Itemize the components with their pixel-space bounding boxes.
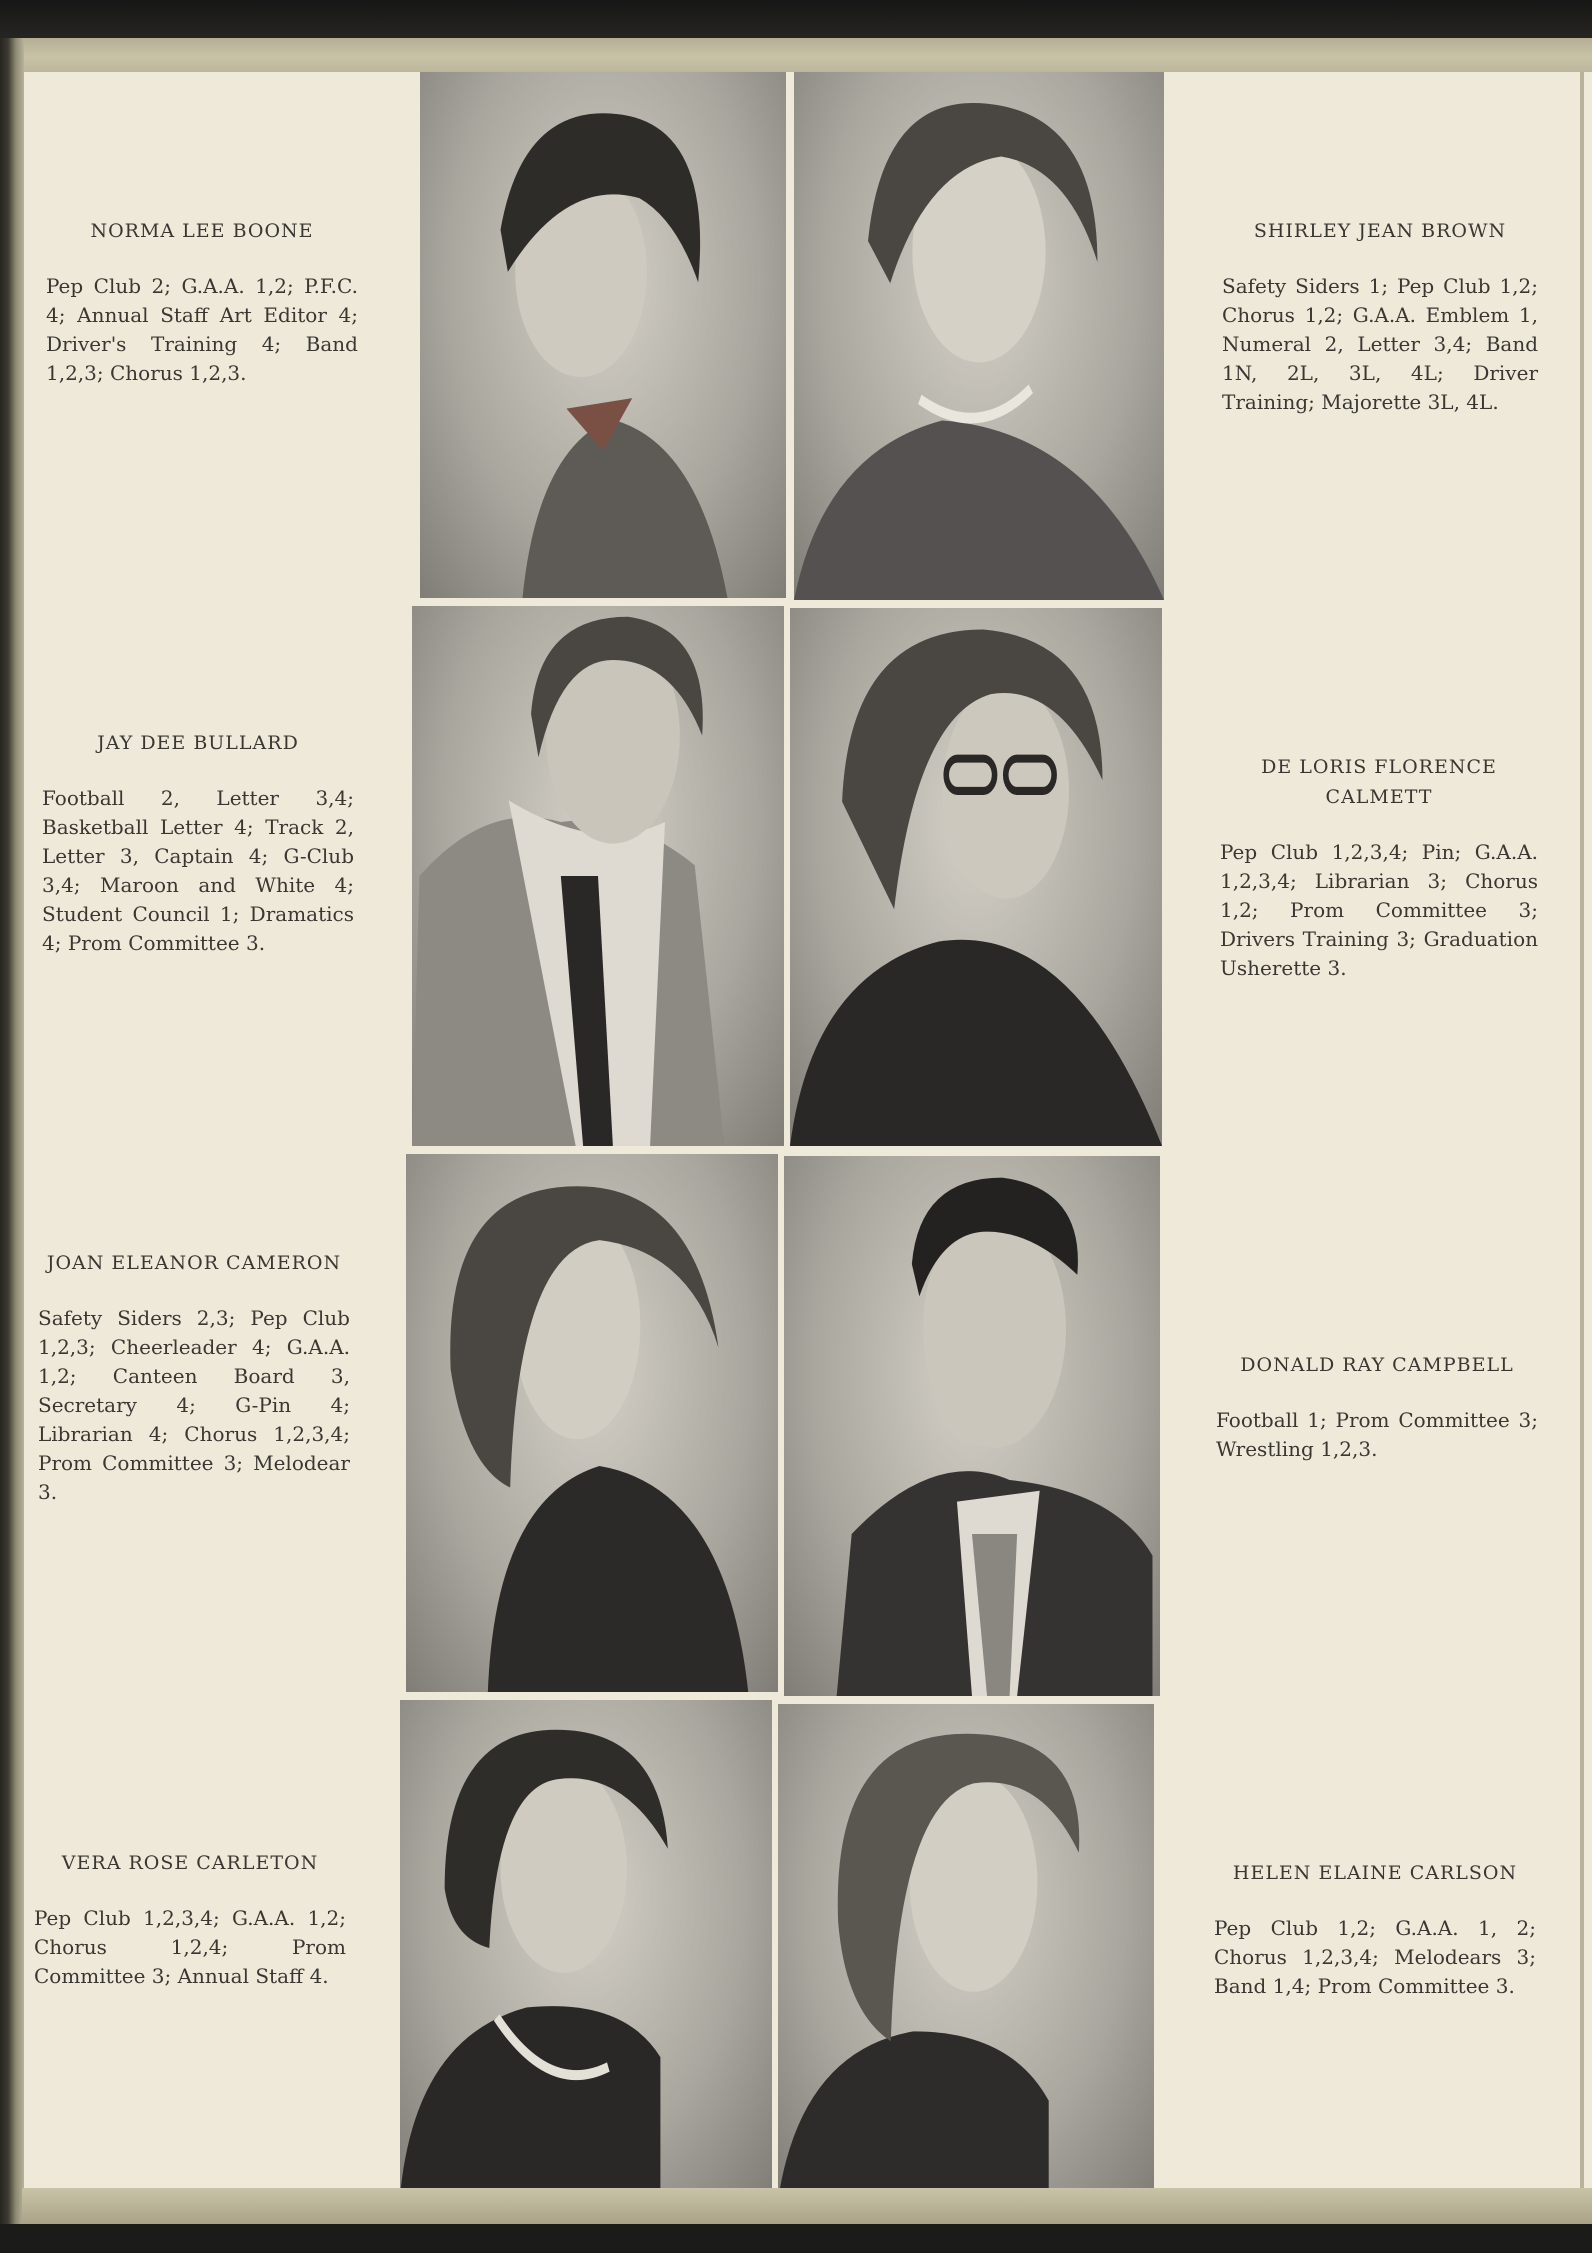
senior-caption-boone: [46, 216, 358, 388]
senior-activities: Pep Club 1,2; G.A.A. 1, 2; Chorus 1,2,3,4; Melodears 3; Band 1,4; Prom Committee 3.: [1214, 1916, 1536, 1998]
senior-activities: Football 2, Letter 3,4; Basketball Letter 4; Track 2, Letter 3, Captain 4; G-Club 3,4; Maroon and White 4; Student Council 1; Dramatics 4; Prom Committee 3.: [42, 786, 354, 955]
page-top-edge: [22, 38, 1592, 72]
senior-caption-cameron: [38, 1248, 350, 1507]
scan-top-border: [0, 0, 1592, 38]
senior-activities: Safety Siders 1; Pep Club 1,2; Chorus 1,2; G.A.A. Emblem 1, Numeral 2, Letter 3,4; Band 1N, 2L, 3L, 4L; Driver Training; Majorette 3L, 4L.: [1222, 274, 1538, 414]
senior-caption-brown: [1222, 216, 1538, 417]
portrait-photo-cameron: [406, 1154, 778, 1692]
senior-name: DE LORIS FLORENCE CALMETT: [1261, 756, 1497, 808]
senior-caption-carlson: [1214, 1858, 1536, 2001]
senior-caption-calmett: [1220, 752, 1538, 983]
scan-bottom-border: [0, 2224, 1592, 2253]
senior-activities: Pep Club 1,2,3,4; G.A.A. 1,2; Chorus 1,2,4; Prom Committee 3; Annual Staff 4.: [34, 1906, 346, 1988]
page-bottom-edge: [22, 2188, 1592, 2224]
senior-name: DONALD RAY CAMPBELL: [1240, 1354, 1514, 1376]
page-right-edge: [1580, 72, 1584, 2188]
portrait-photo-calmett: [790, 608, 1162, 1146]
senior-name: SHIRLEY JEAN BROWN: [1253, 220, 1507, 242]
portrait-photo-campbell: [784, 1156, 1160, 1696]
portrait-photo-boone: [420, 72, 786, 598]
senior-activities: Pep Club 1,2,3,4; Pin; G.A.A. 1,2,3,4; Librarian 3; Chorus 1,2; Prom Committee 3; Drivers Training 3; Graduation Usherette 3.: [1220, 840, 1538, 980]
senior-activities: Football 1; Prom Committee 3; Wrestling 1,2,3.: [1216, 1408, 1538, 1461]
portrait-photo-brown: [794, 72, 1164, 600]
senior-caption-campbell: [1216, 1350, 1538, 1464]
senior-name: JOAN ELEANOR CAMERON: [46, 1252, 342, 1274]
senior-name: JAY DEE BULLARD: [97, 732, 299, 754]
senior-activities: Safety Siders 2,3; Pep Club 1,2,3; Cheerleader 4; G.A.A. 1,2; Canteen Board 3, Secretary 4; G-Pin 4; Librarian 4; Chorus 1,2,3,4; Prom Committee 3; Melodear 3.: [38, 1306, 350, 1504]
portrait-photo-bullard: [412, 606, 784, 1146]
senior-caption-bullard: [42, 728, 354, 958]
page-left-edge: [0, 38, 24, 2253]
senior-name: NORMA LEE BOONE: [90, 220, 314, 242]
senior-caption-carleton: [34, 1848, 346, 1991]
senior-name: HELEN ELAINE CARLSON: [1232, 1862, 1518, 1884]
portrait-photo-carleton: [400, 1700, 772, 2196]
senior-activities: Pep Club 2; G.A.A. 1,2; P.F.C. 4; Annual Staff Art Editor 4; Driver's Training 4; Band 1,2,3; Chorus 1,2,3.: [46, 274, 358, 385]
portrait-photo-carlson: [778, 1704, 1154, 2200]
senior-name: VERA ROSE CARLETON: [61, 1852, 319, 1874]
